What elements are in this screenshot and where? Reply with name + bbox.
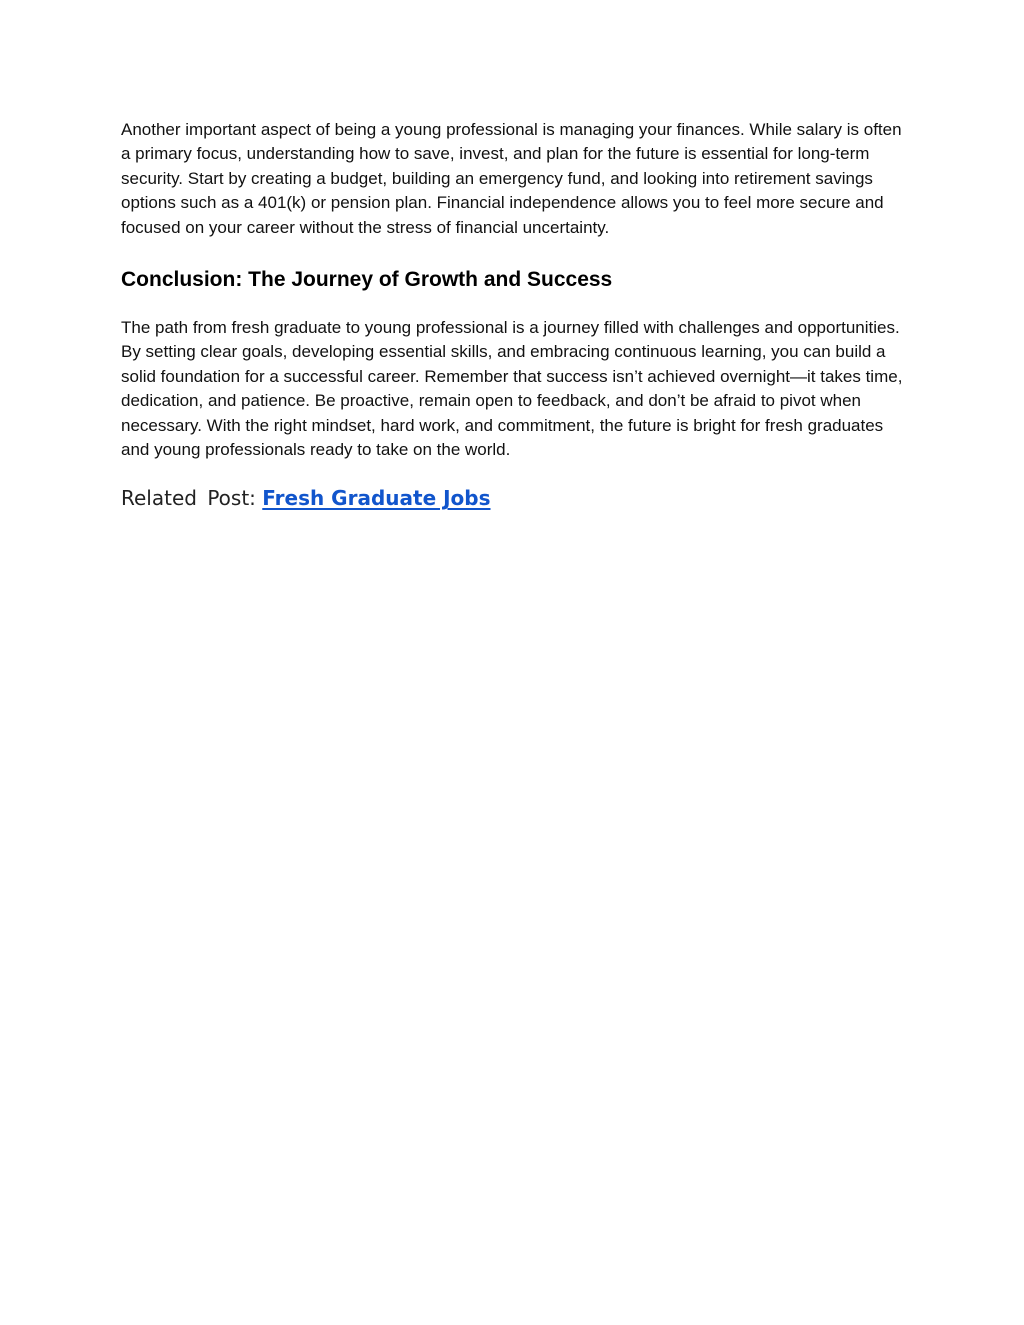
related-post-label: Related Post: bbox=[121, 486, 256, 511]
document-page bbox=[121, 118, 911, 512]
conclusion-heading: Conclusion: The Journey of Growth and Success bbox=[121, 268, 613, 292]
conclusion-paragraph: The path from fresh graduate to young professional is a journey filled with challenges and opportunities. By setting clear goals, developing essential skills, and embracing continuous learning, you can build a solid foundation for a successful career. Remember that success isn’t achieved overnight—it takes time, dedication, and patience. Be proactive, remain open to feedback, and don’t be afraid to pivot when necessary. With the right mindset, hard work, and commitment, the future is bright for fresh graduates and young professionals ready to take on the world. bbox=[121, 318, 903, 460]
related-post bbox=[121, 484, 911, 512]
finance-paragraph: Another important aspect of being a young professional is managing your finances. While salary is often a primary focus, understanding how to save, invest, and plan for the future is essential for long-term security. Start by creating a budget, building an emergency fund, and looking into retirement savings options such as a 401(k) or pension plan. Financial independence allows you to feel more secure and focused on your career without the stress of financial uncertainty. bbox=[121, 120, 902, 237]
related-post-link[interactable]: Fresh Graduate Jobs bbox=[262, 486, 491, 511]
